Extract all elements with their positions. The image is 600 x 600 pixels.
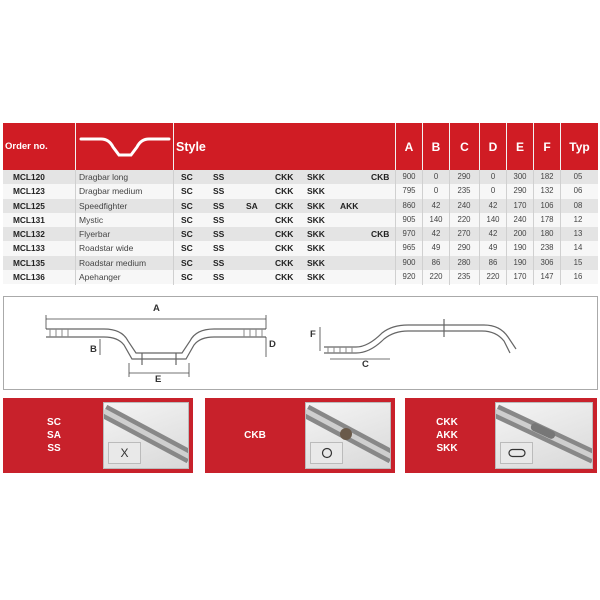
cell-a: 860 <box>402 200 416 210</box>
dim-label-c: C <box>362 359 369 370</box>
cell-d: 140 <box>486 214 500 224</box>
cell-f: 178 <box>540 214 554 224</box>
cell-typ: 13 <box>573 229 583 239</box>
panel-code-ckk: CKK <box>436 417 458 428</box>
header-dim-d: D <box>488 139 498 154</box>
cell-e: 190 <box>513 257 527 267</box>
cell-typ: 06 <box>573 186 583 196</box>
cell-skk: SKK <box>307 214 325 225</box>
cell-b: 42 <box>431 200 441 210</box>
dim-label-b: B <box>90 344 97 355</box>
table-row <box>3 270 598 284</box>
cell-a: 970 <box>402 229 416 239</box>
cell-typ: 14 <box>573 243 583 253</box>
header-typ: Typ <box>569 139 590 154</box>
panel-code-skk: SKK <box>436 443 458 454</box>
cell-ckk: CKK <box>275 172 294 182</box>
finish-panel-ckk-akk-skk <box>405 398 597 473</box>
table-row <box>3 170 598 184</box>
cell-ckb: CKB <box>371 229 390 240</box>
dimension-diagram <box>3 296 598 390</box>
panel-code-akk: AKK <box>436 430 458 441</box>
cell-f: 106 <box>540 200 554 210</box>
cell-skk: SKK <box>307 243 325 254</box>
cell-typ: 05 <box>573 172 583 181</box>
cell-sc: SC <box>181 229 193 240</box>
cell-e: 200 <box>513 229 527 239</box>
table-row <box>3 256 598 270</box>
cell-ckk: CKK <box>275 200 294 211</box>
cell-a: 965 <box>402 243 416 253</box>
cell-typ: 16 <box>573 272 583 282</box>
cell-sc: SC <box>181 214 193 225</box>
panel-code-ss: SS <box>47 443 61 454</box>
cell-name: Apehanger <box>79 272 121 283</box>
x-symbol: X <box>108 442 141 464</box>
cell-skk: SKK <box>307 272 325 283</box>
dim-label-d: D <box>269 339 276 350</box>
bar-end-photo <box>103 402 189 469</box>
cell-name: Dragbar medium <box>79 186 143 197</box>
cell-c: 220 <box>457 214 471 224</box>
cell-ss: SS <box>213 186 225 197</box>
cell-e: 170 <box>513 200 527 210</box>
cell-f: 182 <box>540 172 554 181</box>
cell-f: 180 <box>540 229 554 239</box>
cell-c: 235 <box>457 186 471 196</box>
cell-e: 290 <box>513 186 527 196</box>
cell-typ: 12 <box>573 214 583 224</box>
table-row <box>3 241 598 255</box>
cell-ss: SS <box>213 257 225 268</box>
cell-sc: SC <box>181 272 193 283</box>
cell-e: 240 <box>513 214 527 224</box>
cell-a: 900 <box>402 257 416 267</box>
panel-code-sa: SA <box>47 430 61 441</box>
cell-sc: SC <box>181 243 193 254</box>
dim-label-a: A <box>153 303 160 314</box>
cell-order: MCL125 <box>13 200 45 211</box>
finish-panel-sc-sa-ss <box>3 398 193 473</box>
cell-f: 132 <box>540 186 554 196</box>
cell-name: Flyerbar <box>79 229 111 240</box>
header-dim-c: C <box>460 139 469 154</box>
cell-sa: SA <box>246 200 258 211</box>
cell-c: 290 <box>457 172 471 181</box>
cell-d: 0 <box>490 172 496 181</box>
cell-c: 240 <box>457 200 471 210</box>
cell-d: 0 <box>490 186 496 196</box>
cell-ss: SS <box>213 172 225 182</box>
cell-skk: SKK <box>307 186 325 197</box>
cell-name: Roadstar medium <box>79 257 147 268</box>
cell-order: MCL123 <box>13 186 45 197</box>
cell-ss: SS <box>213 214 225 225</box>
finish-panel-ckb <box>205 398 395 473</box>
cell-name: Roadstar wide <box>79 243 134 254</box>
cell-ckk: CKK <box>275 243 294 254</box>
cell-ss: SS <box>213 272 225 283</box>
cell-d: 220 <box>486 272 500 282</box>
dim-label-e: E <box>155 374 162 385</box>
table-row <box>3 213 598 227</box>
cell-skk: SKK <box>307 257 325 268</box>
cell-d: 49 <box>488 243 498 253</box>
cell-c: 280 <box>457 257 471 267</box>
header-style: Style <box>176 139 206 154</box>
cell-d: 86 <box>488 257 498 267</box>
cell-b: 86 <box>431 257 441 267</box>
table-row <box>3 184 598 198</box>
panel-code-sc: SC <box>47 417 61 428</box>
cell-a: 905 <box>402 214 416 224</box>
cell-sc: SC <box>181 200 193 211</box>
cell-c: 290 <box>457 243 471 253</box>
cell-ckk: CKK <box>275 272 294 283</box>
header-dim-f: F <box>543 139 551 154</box>
cell-sc: SC <box>181 257 193 268</box>
cell-e: 170 <box>513 272 527 282</box>
handlebar-table <box>3 170 598 284</box>
cell-d: 42 <box>488 200 498 210</box>
cell-e: 300 <box>513 172 527 181</box>
slot-symbol <box>500 442 533 464</box>
table-row <box>3 199 598 213</box>
cell-ss: SS <box>213 229 225 240</box>
cell-b: 42 <box>431 229 441 239</box>
cell-akk: AKK <box>340 200 359 211</box>
header-dim-a: A <box>404 139 414 154</box>
cell-d: 42 <box>488 229 498 239</box>
cell-ckk: CKK <box>275 186 294 197</box>
cell-name: Dragbar long <box>79 172 129 182</box>
cell-skk: SKK <box>307 229 325 240</box>
cell-c: 270 <box>457 229 471 239</box>
cell-f: 147 <box>540 272 554 282</box>
cell-a: 795 <box>402 186 416 196</box>
cell-order: MCL132 <box>13 229 45 240</box>
cell-a: 900 <box>402 172 416 181</box>
table-row <box>3 227 598 241</box>
header-dim-e: E <box>515 139 524 154</box>
cell-name: Mystic <box>79 214 104 225</box>
cell-b: 140 <box>429 214 443 224</box>
cell-b: 0 <box>433 172 439 181</box>
cell-ckk: CKK <box>275 229 294 240</box>
cell-b: 0 <box>433 186 439 196</box>
header-dim-b: B <box>431 139 441 154</box>
cell-skk: SKK <box>307 172 325 182</box>
cell-typ: 15 <box>573 257 583 267</box>
bar-ball-photo <box>305 402 391 469</box>
bar-slot-photo <box>495 402 593 469</box>
cell-ss: SS <box>213 200 225 211</box>
cell-c: 235 <box>457 272 471 282</box>
cell-ckk: CKK <box>275 214 294 225</box>
cell-order: MCL136 <box>13 272 45 283</box>
cell-ss: SS <box>213 243 225 254</box>
dim-label-f: F <box>310 329 316 340</box>
cell-b: 49 <box>431 243 441 253</box>
circle-symbol <box>310 442 343 464</box>
cell-order: MCL131 <box>13 214 45 225</box>
cell-a: 920 <box>402 272 416 282</box>
cell-b: 220 <box>429 272 443 282</box>
cell-sc: SC <box>181 172 193 182</box>
cell-order: MCL133 <box>13 243 45 254</box>
cell-e: 190 <box>513 243 527 253</box>
cell-ckb: CKB <box>371 172 390 182</box>
cell-order: MCL135 <box>13 257 45 268</box>
panel-code-ckb: CKB <box>244 430 266 441</box>
cell-typ: 08 <box>573 200 583 210</box>
header-order-no: Order no. <box>5 141 48 152</box>
cell-name: Speedfighter <box>79 200 128 211</box>
cell-f: 306 <box>540 257 554 267</box>
handlebar-icon <box>79 133 171 161</box>
cell-order: MCL120 <box>13 172 45 182</box>
cell-ckk: CKK <box>275 257 294 268</box>
handlebar-dimension-drawing <box>4 297 597 389</box>
cell-f: 238 <box>540 243 554 253</box>
cell-skk: SKK <box>307 200 325 211</box>
table-header <box>3 123 598 170</box>
cell-sc: SC <box>181 186 193 197</box>
